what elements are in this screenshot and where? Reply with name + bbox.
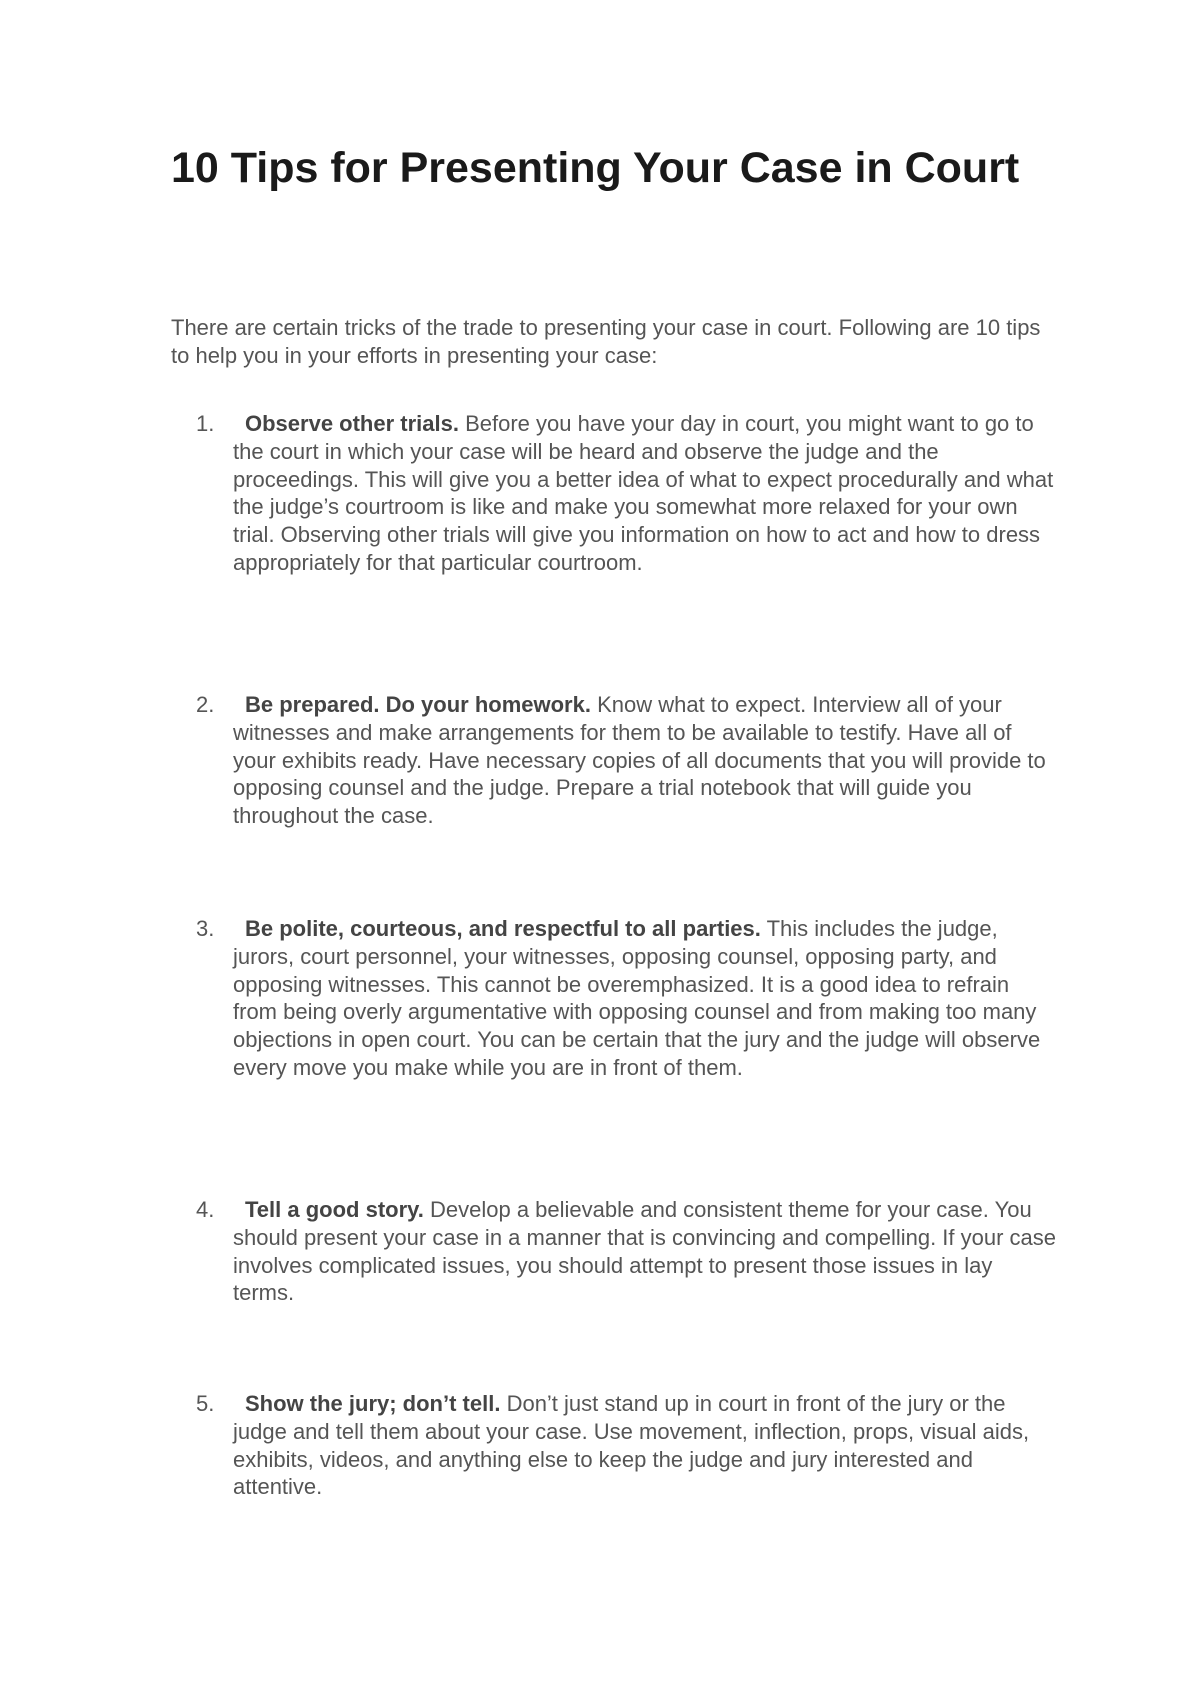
list-item-text: Before you have your day in court, you might want to go to the court in which your case will be heard and observe the judge and the proceedings. This will give you a better idea of what to expect procedurally and what the judge’s courtroom is like and make you somewhat more relaxed for your own trial. Observing other trials will give you information on how to act and how to dress appropriately for that particular courtroom. <box>233 411 1054 575</box>
list-item-text: Know what to expect. Interview all of your witnesses and make arrangements for them to be available to testify. Have all of your exhibits ready. Have necessary copies of all documents that you will provide to opposing counsel and the judge. Prepare a trial notebook that will guide you throughout the case. <box>233 692 1046 829</box>
list-item-heading: Observe other trials. <box>245 411 459 436</box>
list-item <box>196 1196 1056 1307</box>
list-item-text: This includes the judge, jurors, court personnel, your witnesses, opposing counsel, opposing party, and opposing witnesses. This cannot be overemphasized. It is a good idea to refrain from being overly argumentative with opposing counsel and from making too many objections in open court. You can be certain that the jury and the judge will observe every move you make while you are in front of them. <box>233 916 1041 1080</box>
list-item-number: 1. <box>196 411 215 436</box>
list-item-number: 2. <box>196 692 215 717</box>
list-item-body <box>233 691 1056 830</box>
list-item-body <box>233 915 1056 1082</box>
list-item-text: Don’t just stand up in court in front of the jury or the judge and tell them about your case. Use movement, inflection, props, visual aids, exhibits, videos, and anything else to keep the judge and jury interested and attentive. <box>233 1391 1030 1500</box>
list-item-heading: Tell a good story. <box>245 1197 424 1222</box>
intro-paragraph: There are certain tricks of the trade to presenting your case in court. Following are 10 tips to help you in your efforts in presenting your case: <box>171 315 1041 368</box>
list-item-number: 5. <box>196 1391 215 1416</box>
list-item-text: Develop a believable and consistent theme for your case. You should present your case in a manner that is convincing and compelling. If your case involves complicated issues, you should attempt to present those issues in lay terms. <box>233 1197 1057 1306</box>
list-item-heading: Be prepared. Do your homework. <box>245 692 591 717</box>
list-item <box>196 410 1056 577</box>
list-item-body <box>233 410 1056 577</box>
document-title: 10 Tips for Presenting Your Case in Court <box>171 144 1020 192</box>
list-item-heading: Show the jury; don’t tell. <box>245 1391 501 1416</box>
list-item <box>196 1390 1056 1501</box>
list-item <box>196 691 1056 830</box>
list-item-heading: Be polite, courteous, and respectful to all parties. <box>245 916 761 941</box>
list-item-body <box>233 1390 1056 1501</box>
list-item-number: 3. <box>196 916 215 941</box>
list-item <box>196 915 1056 1082</box>
list-item-number: 4. <box>196 1197 215 1222</box>
list-item-body <box>233 1196 1056 1307</box>
